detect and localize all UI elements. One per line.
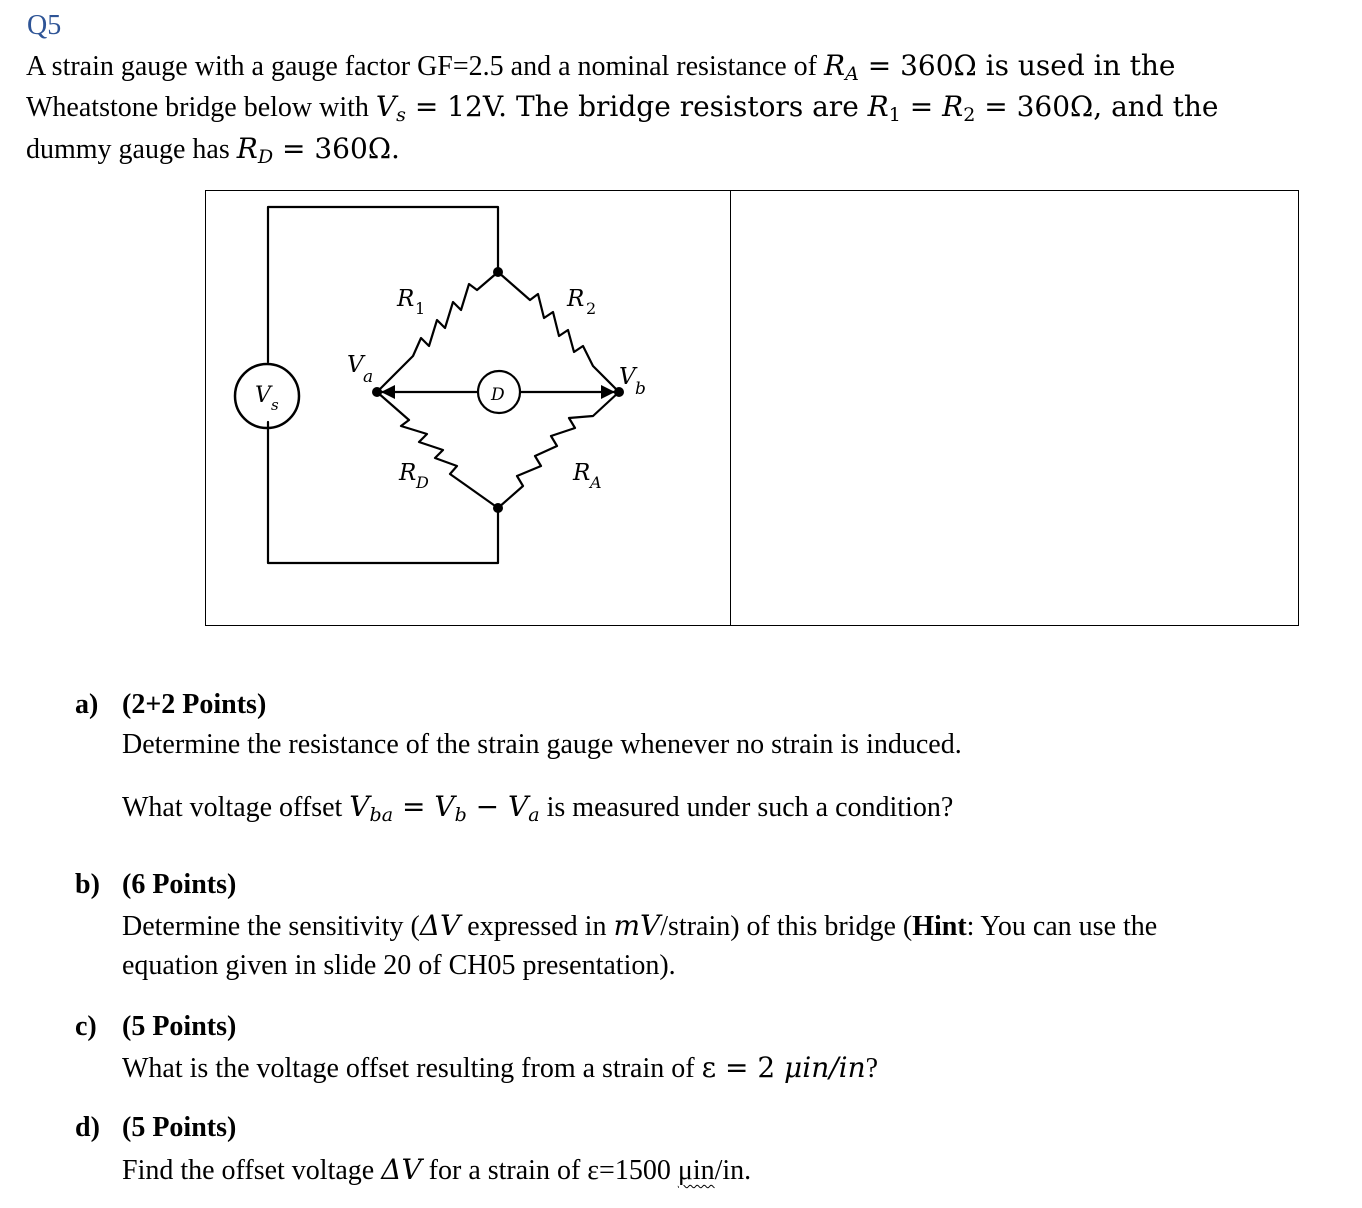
supply-wire-bottom: [268, 422, 498, 563]
ra-label: R: [573, 460, 591, 486]
vb-label: V: [619, 364, 636, 390]
part-b-text-2: equation given in slide 20 of CH05 presentation).: [122, 950, 676, 981]
node-top: [493, 267, 503, 277]
part-a-text-2: What voltage offset $V_{ba} = V_b - V_a$ is measured under such a condition?: [122, 790, 954, 826]
vb-subscript: b: [635, 379, 646, 399]
r2-label: R: [567, 286, 585, 312]
part-c-label: c): [75, 1011, 97, 1042]
source-label: V: [255, 383, 271, 408]
ra-subscript: A: [590, 473, 602, 492]
rd-subscript: D: [416, 473, 429, 492]
part-b-text-1: Determine the sensitivity (ΔV expressed in mV/strain) of this bridge (Hint: You can use the: [122, 909, 1158, 942]
part-a-points: (2+2 Points): [122, 689, 267, 720]
part-d-text: Find the offset voltage ΔV for a strain of ε=1500 μin/in.: [122, 1153, 752, 1186]
part-c-points: (5 Points): [122, 1011, 237, 1042]
r1-label: R: [397, 286, 415, 312]
part-d-points: (5 Points): [122, 1112, 237, 1143]
supply-wire-top: [268, 207, 498, 362]
resistor-r2: [498, 272, 619, 392]
resistor-rd: [377, 392, 498, 508]
rd-label: R: [399, 460, 417, 486]
part-d-label: d): [75, 1112, 100, 1143]
intro-line-3: dummy gauge has $R_D = 360\Omega$.: [26, 132, 400, 168]
node-left: [372, 387, 382, 397]
resistor-r1: [377, 272, 498, 392]
part-b-points: (6 Points): [122, 869, 237, 900]
r1-subscript: 1: [415, 299, 426, 318]
node-bottom: [493, 503, 503, 513]
part-a-label: a): [75, 689, 99, 720]
detector-label: D: [491, 385, 505, 405]
question-number: Q5: [27, 10, 62, 41]
r2-subscript: 2: [586, 299, 597, 318]
wheatstone-bridge-diagram: [205, 190, 731, 626]
answer-box: [730, 190, 1299, 626]
part-a-text-1: Determine the resistance of the strain gauge whenever no strain is induced.: [122, 729, 962, 760]
part-c-text: What is the voltage offset resulting from a strain of ε = 2 μin/in?: [122, 1051, 879, 1084]
source-subscript: s: [271, 396, 279, 414]
va-label: V: [347, 352, 364, 378]
intro-line-2: Wheatstone bridge below with $V_s = 12V$. The bridge resistors are $R_1 = R_2 = 360\Omega$, and the: [26, 90, 1219, 126]
spellcheck-underline-unit: μin: [677, 1155, 715, 1186]
va-subscript: a: [363, 367, 374, 387]
part-b-label: b): [75, 869, 100, 900]
intro-line-1: A strain gauge with a gauge factor GF=2.5 and a nominal resistance of $R_A = 360\Omega$ is used in the: [26, 49, 1176, 85]
